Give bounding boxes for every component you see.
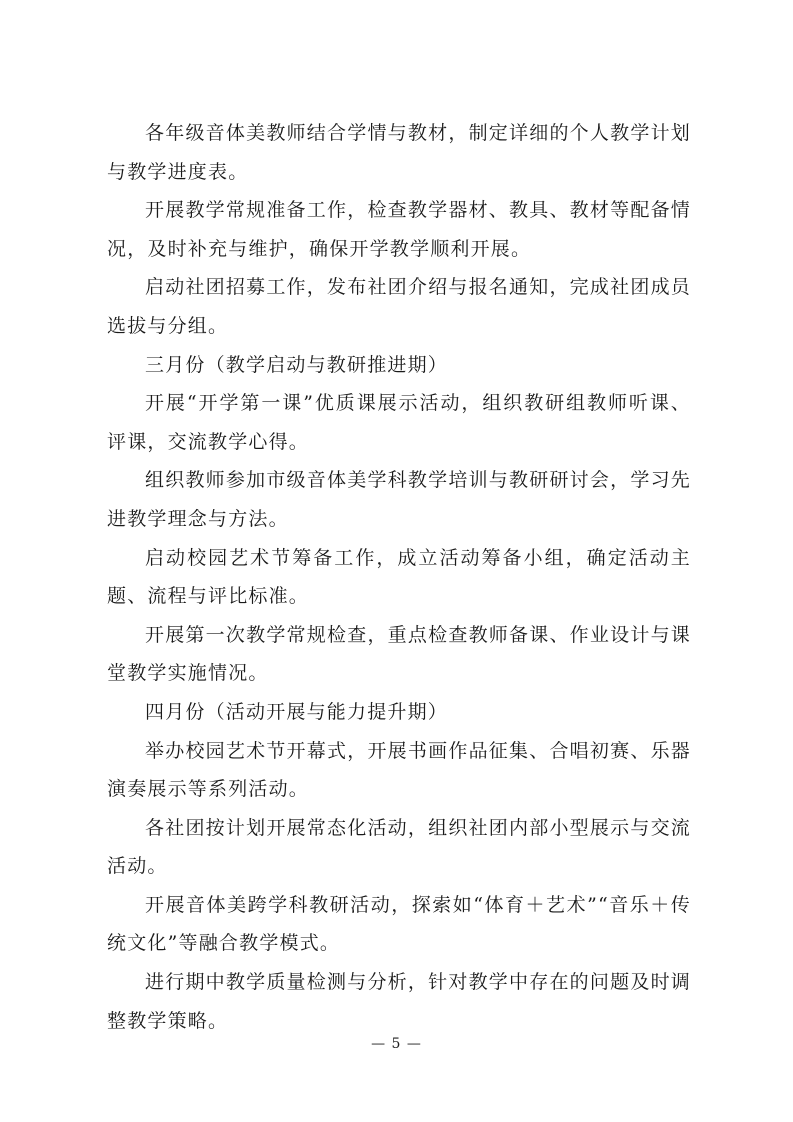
paragraph: 启动社团招募工作，发布社团介绍与报名通知，完成社团成员选拔与分组。 [107,276,691,337]
paragraph: 启动校园艺术节筹备工作，成立活动筹备小组，确定活动主题、流程与评比标准。 [107,546,691,608]
paragraph: 举办校园艺术节开幕式，开展书画作品征集、合唱初赛、乐器演奏展示等系列活动。 [107,739,691,801]
paragraph: 进行期中教学质量检测与分析，针对教学中存在的问题及时调整教学策略。 [107,971,691,1032]
paragraph: 开展教学常规准备工作，检查教学器材、教具、教材等配备情况，及时补充与维护，确保开学教学顺利开展。 [107,199,691,260]
paragraph: 组织教师参加市级音体美学科教学培训与教研研讨会，学习先进教学理念与方法。 [107,469,691,530]
paragraph: 开展“开学第一课”优质课展示活动，组织教研组教师听课、评课，交流教学心得。 [107,392,691,453]
paragraph: 各社团按计划开展常态化活动，组织社团内部小型展示与交流活动。 [107,816,691,878]
paragraph: 各年级音体美教师结合学情与教材，制定详细的个人教学计划与教学进度表。 [107,122,691,183]
document-body [107,114,691,1040]
paragraph: 开展第一次教学常规检查，重点检查教师备课、作业设计与课堂教学实施情况。 [107,623,691,685]
section-heading-march: 三月份（教学启动与教研推进期） [145,353,449,376]
section-heading-april: 四月份（活动开展与能力提升期） [145,700,449,723]
page-number: — 5 — [371,1036,422,1052]
paragraph: 开展音体美跨学科教研活动，探索如“体育＋艺术”“音乐＋传统文化”等融合教学模式。 [107,893,691,955]
